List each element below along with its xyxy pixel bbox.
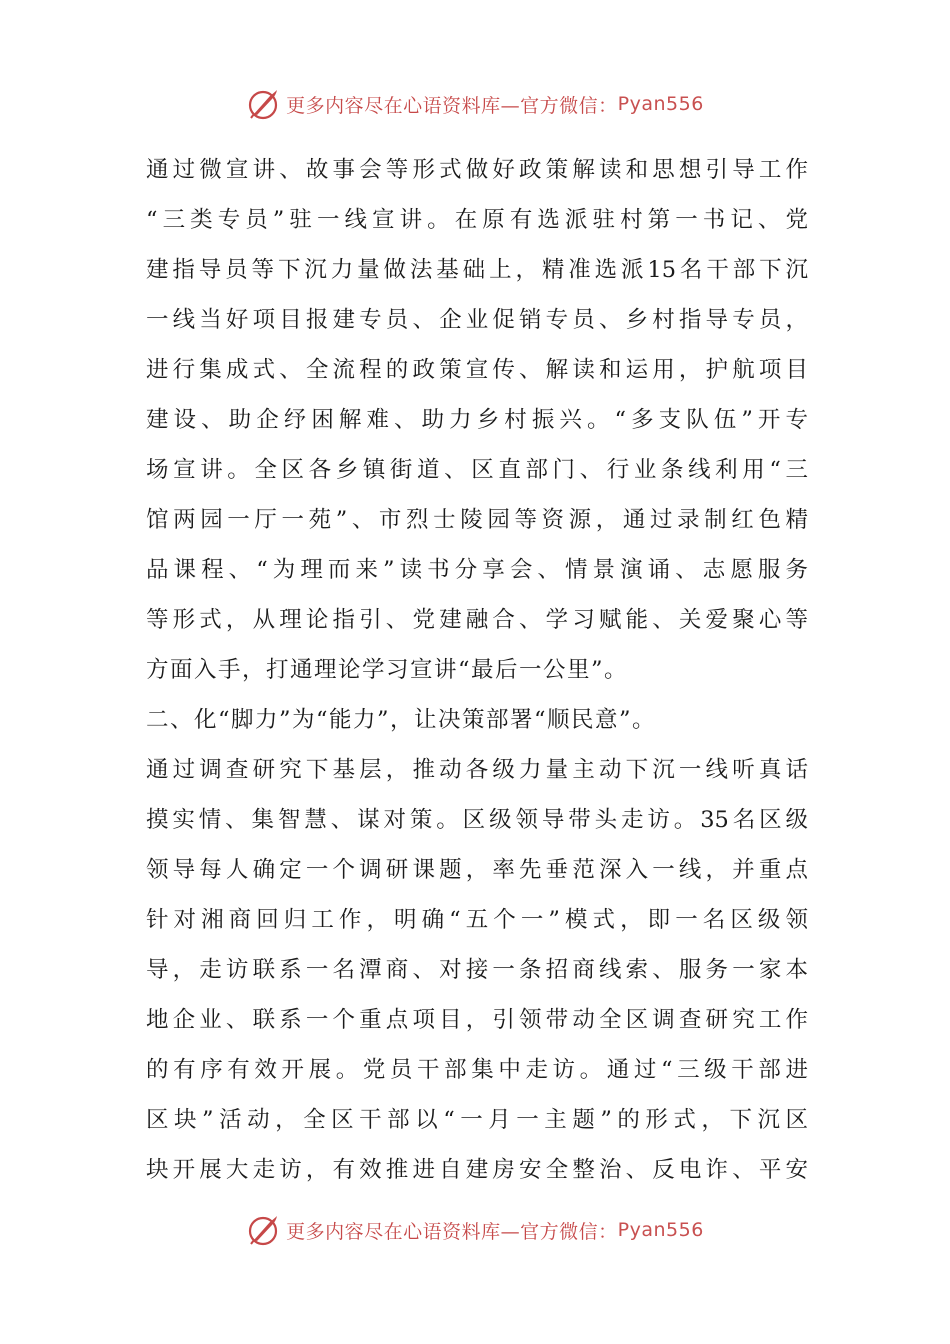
text-line: 一线当好项目报建专员、企业促销专员、乡村指导专员， [146, 307, 808, 333]
text-line: 场宣讲。全区各乡镇街道、区直部门、行业条线利用“三 [146, 457, 808, 483]
text-line: 方面入手，打通理论学习宣讲“最后一公里”。 [146, 657, 629, 683]
footer-watermark [0, 1210, 950, 1250]
document-body [146, 145, 808, 1195]
text-line: 通过调查研究下基层，推动各级力量主动下沉一线听真话 [146, 757, 808, 783]
text-line: 区块”活动，全区干部以“一月一主题”的形式，下沉区 [146, 1107, 808, 1133]
header-watermark [0, 84, 950, 124]
watermark-wechat-id: Pyan556 [617, 93, 704, 115]
text-line: 导，走访联系一名潭商、对接一条招商线索、服务一家本 [146, 957, 808, 983]
text-line: 建设、助企纾困解难、助力乡村振兴。“多支队伍”开专 [146, 407, 808, 433]
text-line: 针对湘商回归工作，明确“五个一”模式，即一名区级领 [146, 907, 808, 933]
text-line: 进行集成式、全流程的政策宣传、解读和运用，护航项目 [146, 357, 808, 383]
watermark-wechat-id: Pyan556 [617, 1219, 704, 1241]
section-heading: 二、化“脚力”为“能力”，让决策部署“顺民意”。 [146, 707, 657, 733]
text-line: 建指导员等下沉力量做法基础上，精准选派15名干部下沉 [146, 257, 808, 283]
quill-logo-icon [246, 86, 282, 122]
text-line: 品课程、“为理而来”读书分享会、情景演诵、志愿服务 [146, 557, 808, 583]
quill-logo-icon [246, 1212, 282, 1248]
text-line: 的有序有效开展。党员干部集中走访。通过“三级干部进 [146, 1057, 808, 1083]
text-line: 摸实情、集智慧、谋对策。区级领导带头走访。35名区级 [146, 807, 808, 833]
watermark-text: 更多内容尽在心语资料库—官方微信： [286, 1220, 618, 1243]
text-line: 通过微宣讲、故事会等形式做好政策解读和思想引导工作 [146, 157, 808, 183]
text-line: “三类专员”驻一线宣讲。在原有选派驻村第一书记、党 [146, 207, 808, 233]
text-line: 馆两园一厅一苑”、市烈士陵园等资源，通过录制红色精 [146, 507, 808, 533]
text-line: 等形式，从理论指引、党建融合、学习赋能、关爱聚心等 [146, 607, 808, 633]
text-line: 地企业、联系一个重点项目，引领带动全区调查研究工作 [146, 1007, 808, 1033]
text-line: 块开展大走访，有效推进自建房安全整治、反电诈、平安 [146, 1157, 808, 1183]
watermark-text: 更多内容尽在心语资料库—官方微信： [286, 94, 618, 117]
text-line: 领导每人确定一个调研课题，率先垂范深入一线，并重点 [146, 857, 808, 883]
